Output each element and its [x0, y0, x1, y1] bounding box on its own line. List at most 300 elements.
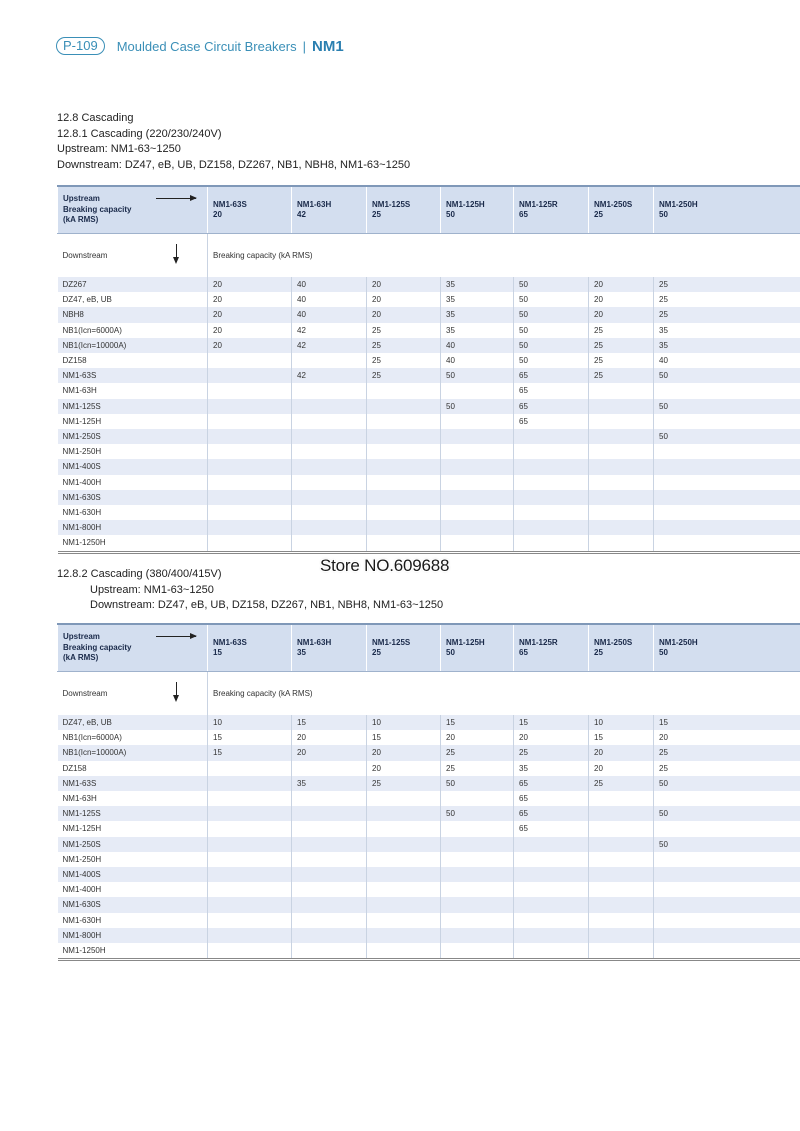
table-cell — [441, 913, 514, 928]
table-cell: 50 — [514, 338, 589, 353]
table-cell: 25 — [654, 761, 800, 776]
table-cell — [441, 791, 514, 806]
table-cell: 50 — [654, 837, 800, 852]
table-cell — [208, 776, 292, 791]
header-series: NM1 — [312, 37, 344, 55]
table-cell — [654, 821, 800, 836]
table-cell — [367, 505, 441, 520]
table-cell — [514, 535, 589, 552]
table-cell: 35 — [441, 323, 514, 338]
table-cell — [654, 490, 800, 505]
table-cell — [367, 444, 441, 459]
table-cell — [654, 459, 800, 474]
table-row — [58, 821, 800, 836]
row-label: NM1-800H — [58, 928, 208, 943]
table-cell — [208, 806, 292, 821]
table-cell — [654, 535, 800, 552]
table-cell: 20 — [589, 761, 654, 776]
column-header — [292, 186, 367, 234]
header-title: Moulded Case Circuit Breakers — [116, 38, 297, 54]
table-cell — [589, 806, 654, 821]
table-cell: 65 — [514, 791, 589, 806]
table-cell: 40 — [292, 292, 367, 307]
table-cell — [292, 353, 367, 368]
table-cell: 10 — [367, 715, 441, 730]
table-cell: 25 — [441, 761, 514, 776]
row-label: NM1-630H — [58, 913, 208, 928]
column-name: NM1-250H — [659, 637, 698, 647]
table-row — [58, 338, 800, 353]
table-cell — [514, 913, 589, 928]
table-cell — [292, 806, 367, 821]
table-cell: 50 — [441, 806, 514, 821]
table-cell — [208, 761, 292, 776]
row-label: NM1-1250H — [58, 535, 208, 552]
row-label: NB1(Icn=10000A) — [58, 338, 208, 353]
upstream-header-cell — [58, 186, 208, 234]
row-label: DZ267 — [58, 277, 208, 292]
table-cell: 20 — [589, 277, 654, 292]
table-cell — [208, 399, 292, 414]
row-label: NM1-400H — [58, 475, 208, 490]
table-cell — [654, 475, 800, 490]
table-cell — [208, 535, 292, 552]
table-cell — [367, 943, 441, 960]
table-cell — [589, 520, 654, 535]
table-cell — [514, 928, 589, 943]
table-cell — [514, 943, 589, 960]
table-row — [58, 414, 800, 429]
table-cell: 25 — [654, 745, 800, 760]
table-row — [58, 520, 800, 535]
table-cell — [292, 520, 367, 535]
table-cell — [367, 429, 441, 444]
table-cell — [292, 444, 367, 459]
table-header-row — [58, 624, 800, 672]
table-cell — [441, 414, 514, 429]
column-name: NM1-125H — [446, 637, 485, 647]
table-cell — [589, 943, 654, 960]
table-header-row — [58, 186, 800, 234]
table-cell: 42 — [292, 323, 367, 338]
table-cell: 25 — [654, 292, 800, 307]
table-row — [58, 776, 800, 791]
column-capacity: 50 — [446, 210, 455, 219]
section-heading: 12.8 Cascading — [57, 112, 134, 124]
table-cell — [367, 821, 441, 836]
table-cell — [514, 490, 589, 505]
table-cell — [208, 383, 292, 398]
table-cell — [441, 490, 514, 505]
table-cell: 65 — [514, 821, 589, 836]
table-cell: 50 — [514, 277, 589, 292]
table-cell: 25 — [367, 323, 441, 338]
table-cell — [208, 353, 292, 368]
row-label: NM1-63H — [58, 791, 208, 806]
table-cell: 25 — [441, 745, 514, 760]
table-cell — [589, 475, 654, 490]
column-header — [514, 186, 589, 234]
table-cell: 50 — [654, 368, 800, 383]
table-row — [58, 277, 800, 292]
table-cell — [441, 943, 514, 960]
table-row — [58, 852, 800, 867]
table-cell — [292, 429, 367, 444]
column-header — [367, 186, 441, 234]
table-cell: 40 — [292, 307, 367, 322]
table-cell — [367, 490, 441, 505]
table-cell — [654, 383, 800, 398]
table-cell: 35 — [441, 277, 514, 292]
upstream-label-line: (kA RMS) — [63, 653, 99, 663]
section1-intro — [57, 111, 410, 173]
table-cell: 35 — [514, 761, 589, 776]
table-row — [58, 444, 800, 459]
table-cell — [654, 505, 800, 520]
table-cell — [441, 475, 514, 490]
table-cell — [367, 399, 441, 414]
table-cell: 65 — [514, 806, 589, 821]
row-label: NM1-63H — [58, 383, 208, 398]
table-cell — [589, 928, 654, 943]
column-name: NM1-63H — [297, 199, 332, 209]
table-row — [58, 730, 800, 745]
table-cell — [589, 383, 654, 398]
column-header — [367, 624, 441, 672]
table-cell — [514, 867, 589, 882]
table-row — [58, 791, 800, 806]
table-cell: 25 — [654, 277, 800, 292]
table-cell: 20 — [441, 730, 514, 745]
table-cell: 15 — [514, 715, 589, 730]
table-cell — [654, 897, 800, 912]
table-cell — [441, 837, 514, 852]
table-cell — [292, 821, 367, 836]
row-label: NB1(Icn=6000A) — [58, 323, 208, 338]
table-row — [58, 897, 800, 912]
arrow-down-icon — [176, 682, 177, 700]
section2-subheading: 12.8.2 Cascading (380/400/415V) — [57, 568, 222, 580]
table-cell — [514, 459, 589, 474]
row-label: NM1-250S — [58, 837, 208, 852]
upstream-label-line: Upstream — [63, 632, 100, 642]
store-watermark: Store NO.609688 — [320, 556, 450, 575]
table-cell: 35 — [441, 292, 514, 307]
table-cell: 20 — [367, 761, 441, 776]
column-capacity: 25 — [594, 648, 603, 657]
table-cell: 40 — [654, 353, 800, 368]
table-cell: 25 — [367, 353, 441, 368]
column-header — [441, 624, 514, 672]
table-cell: 25 — [589, 353, 654, 368]
page-number-badge: P-109 — [56, 37, 105, 55]
table-cell — [589, 897, 654, 912]
header-separator: | — [302, 38, 306, 54]
table-cell: 50 — [514, 353, 589, 368]
table-cell — [654, 882, 800, 897]
row-label: DZ158 — [58, 761, 208, 776]
table-cell: 40 — [441, 353, 514, 368]
row-label: NM1-125S — [58, 399, 208, 414]
table-cell: 65 — [514, 399, 589, 414]
table-cell — [208, 490, 292, 505]
cascading-table-240v — [57, 185, 800, 554]
table-cell — [654, 791, 800, 806]
row-label: NM1-800H — [58, 520, 208, 535]
table-cell: 25 — [367, 776, 441, 791]
table-cell — [208, 882, 292, 897]
table-cell: 35 — [441, 307, 514, 322]
column-capacity: 20 — [213, 210, 222, 219]
row-label: NM1-250H — [58, 444, 208, 459]
table-cell — [589, 399, 654, 414]
table-cell — [208, 867, 292, 882]
breaking-capacity-label: Breaking capacity (kA RMS) — [208, 234, 800, 278]
table-row — [58, 475, 800, 490]
table-cell: 10 — [589, 715, 654, 730]
table-row — [58, 913, 800, 928]
table-cell — [589, 882, 654, 897]
table-cell — [589, 444, 654, 459]
column-header — [208, 624, 292, 672]
table-cell — [367, 520, 441, 535]
table-cell: 50 — [441, 776, 514, 791]
cascading-table-415v — [57, 623, 800, 961]
table-cell — [514, 520, 589, 535]
column-name: NM1-250S — [594, 199, 633, 209]
table-cell: 20 — [514, 730, 589, 745]
table-cell: 20 — [367, 307, 441, 322]
table-cell — [514, 429, 589, 444]
table-cell — [292, 383, 367, 398]
row-label: DZ47, eB, UB — [58, 292, 208, 307]
table-cell: 50 — [514, 292, 589, 307]
table-cell: 20 — [654, 730, 800, 745]
column-header — [292, 624, 367, 672]
row-label: NM1-630S — [58, 490, 208, 505]
table-cell — [654, 852, 800, 867]
table-cell: 25 — [589, 368, 654, 383]
table-cell — [589, 821, 654, 836]
table-cell: 20 — [208, 338, 292, 353]
table-cell: 65 — [514, 383, 589, 398]
table-row — [58, 505, 800, 520]
table-cell — [367, 837, 441, 852]
column-header — [589, 624, 654, 672]
table-cell — [514, 852, 589, 867]
table-cell — [441, 429, 514, 444]
section1-downstream: Downstream: DZ47, eB, UB, DZ158, DZ267, NB1, NBH8, NM1-63~1250 — [57, 158, 411, 171]
table-cell — [654, 913, 800, 928]
table-row — [58, 535, 800, 552]
table-cell — [441, 535, 514, 552]
table-cell: 50 — [654, 776, 800, 791]
arrow-down-icon — [176, 244, 177, 262]
table-cell: 20 — [589, 307, 654, 322]
table-cell — [208, 520, 292, 535]
table-cell — [208, 505, 292, 520]
column-header — [654, 624, 800, 672]
section1-upstream: Upstream: NM1-63~1250 — [57, 143, 181, 155]
table-cell: 10 — [208, 715, 292, 730]
table-cell — [514, 897, 589, 912]
column-capacity: 50 — [659, 210, 668, 219]
column-name: NM1-63S — [213, 199, 247, 209]
table-cell — [514, 837, 589, 852]
table-cell — [367, 459, 441, 474]
column-name: NM1-125R — [519, 637, 558, 647]
table-row — [58, 943, 800, 960]
table-row — [58, 459, 800, 474]
table-cell — [208, 444, 292, 459]
table-cell — [208, 459, 292, 474]
column-capacity: 50 — [659, 648, 668, 657]
table-cell: 20 — [208, 323, 292, 338]
column-capacity: 42 — [297, 210, 306, 219]
table-cell — [292, 837, 367, 852]
table-cell — [292, 505, 367, 520]
table-cell — [514, 505, 589, 520]
table-cell: 50 — [441, 368, 514, 383]
table-cell — [292, 535, 367, 552]
table-cell: 20 — [292, 745, 367, 760]
table-cell: 15 — [654, 715, 800, 730]
column-name: NM1-125S — [372, 637, 411, 647]
upstream-label-line: Upstream — [63, 194, 100, 204]
table-cell — [589, 867, 654, 882]
column-header — [654, 186, 800, 234]
downstream-row — [58, 672, 800, 716]
table-row — [58, 307, 800, 322]
column-header — [208, 186, 292, 234]
row-label: NB1(Icn=6000A) — [58, 730, 208, 745]
table-cell: 20 — [292, 730, 367, 745]
table-cell: 35 — [654, 323, 800, 338]
column-name: NM1-63S — [213, 637, 247, 647]
table-cell: 15 — [208, 745, 292, 760]
row-label: NM1-400S — [58, 459, 208, 474]
table-cell — [654, 444, 800, 459]
column-capacity: 50 — [446, 648, 455, 657]
table-cell — [514, 475, 589, 490]
row-label: NM1-1250H — [58, 943, 208, 960]
upstream-label-line: Breaking capacity — [63, 642, 132, 652]
downstream-label-cell — [58, 234, 208, 278]
table-cell — [367, 791, 441, 806]
table-cell — [208, 897, 292, 912]
table-cell — [589, 459, 654, 474]
table-cell: 50 — [514, 323, 589, 338]
table-row — [58, 837, 800, 852]
table-row — [58, 745, 800, 760]
downstream-label: Downstream — [62, 689, 108, 698]
column-name: NM1-250S — [594, 637, 633, 647]
table-cell: 50 — [654, 806, 800, 821]
table-cell: 25 — [367, 338, 441, 353]
table-cell: 20 — [208, 277, 292, 292]
table-cell — [208, 943, 292, 960]
column-capacity: 25 — [372, 648, 381, 657]
table-cell — [441, 505, 514, 520]
table-cell: 20 — [589, 745, 654, 760]
column-name: NM1-125S — [372, 199, 411, 209]
table-cell: 25 — [654, 307, 800, 322]
table-cell: 35 — [292, 776, 367, 791]
table-row — [58, 368, 800, 383]
table-cell: 25 — [514, 745, 589, 760]
table-cell — [208, 429, 292, 444]
table-cell — [441, 383, 514, 398]
table-cell — [208, 821, 292, 836]
table-cell — [654, 943, 800, 960]
table-row — [58, 353, 800, 368]
table-cell — [367, 383, 441, 398]
table-cell — [292, 399, 367, 414]
column-name: NM1-125H — [446, 199, 485, 209]
table-cell — [589, 429, 654, 444]
table-cell — [292, 897, 367, 912]
breaking-capacity-label: Breaking capacity (kA RMS) — [208, 672, 800, 716]
row-label: NM1-125H — [58, 821, 208, 836]
table-cell: 42 — [292, 368, 367, 383]
column-capacity: 65 — [519, 210, 528, 219]
column-header — [441, 186, 514, 234]
table-cell — [208, 928, 292, 943]
table-cell: 25 — [589, 776, 654, 791]
table-cell — [367, 414, 441, 429]
table-cell: 20 — [367, 277, 441, 292]
table-cell: 20 — [367, 745, 441, 760]
table-cell — [441, 882, 514, 897]
downstream-row — [58, 234, 800, 278]
table-cell — [589, 837, 654, 852]
table-cell — [441, 852, 514, 867]
table-cell — [208, 368, 292, 383]
row-label: NM1-125H — [58, 414, 208, 429]
table-cell: 65 — [514, 368, 589, 383]
table-cell — [292, 459, 367, 474]
column-capacity: 15 — [213, 648, 222, 657]
table-cell: 20 — [208, 307, 292, 322]
table-cell — [292, 414, 367, 429]
table-cell — [441, 459, 514, 474]
row-label: DZ47, eB, UB — [58, 715, 208, 730]
table-row — [58, 715, 800, 730]
column-capacity: 25 — [372, 210, 381, 219]
table-cell — [292, 882, 367, 897]
table-cell: 20 — [367, 292, 441, 307]
table-cell — [292, 761, 367, 776]
table-cell — [367, 928, 441, 943]
table-cell — [654, 520, 800, 535]
table-cell: 25 — [589, 338, 654, 353]
table-cell: 15 — [589, 730, 654, 745]
table-cell — [367, 867, 441, 882]
table-cell: 15 — [441, 715, 514, 730]
table-cell: 15 — [367, 730, 441, 745]
column-capacity: 25 — [594, 210, 603, 219]
table-cell: 40 — [292, 277, 367, 292]
table-cell: 15 — [208, 730, 292, 745]
table-cell — [208, 913, 292, 928]
row-label: NM1-63S — [58, 776, 208, 791]
downstream-label-cell — [58, 672, 208, 716]
table-cell: 42 — [292, 338, 367, 353]
table-cell — [367, 913, 441, 928]
table-row — [58, 399, 800, 414]
table-row — [58, 323, 800, 338]
column-capacity: 65 — [519, 648, 528, 657]
